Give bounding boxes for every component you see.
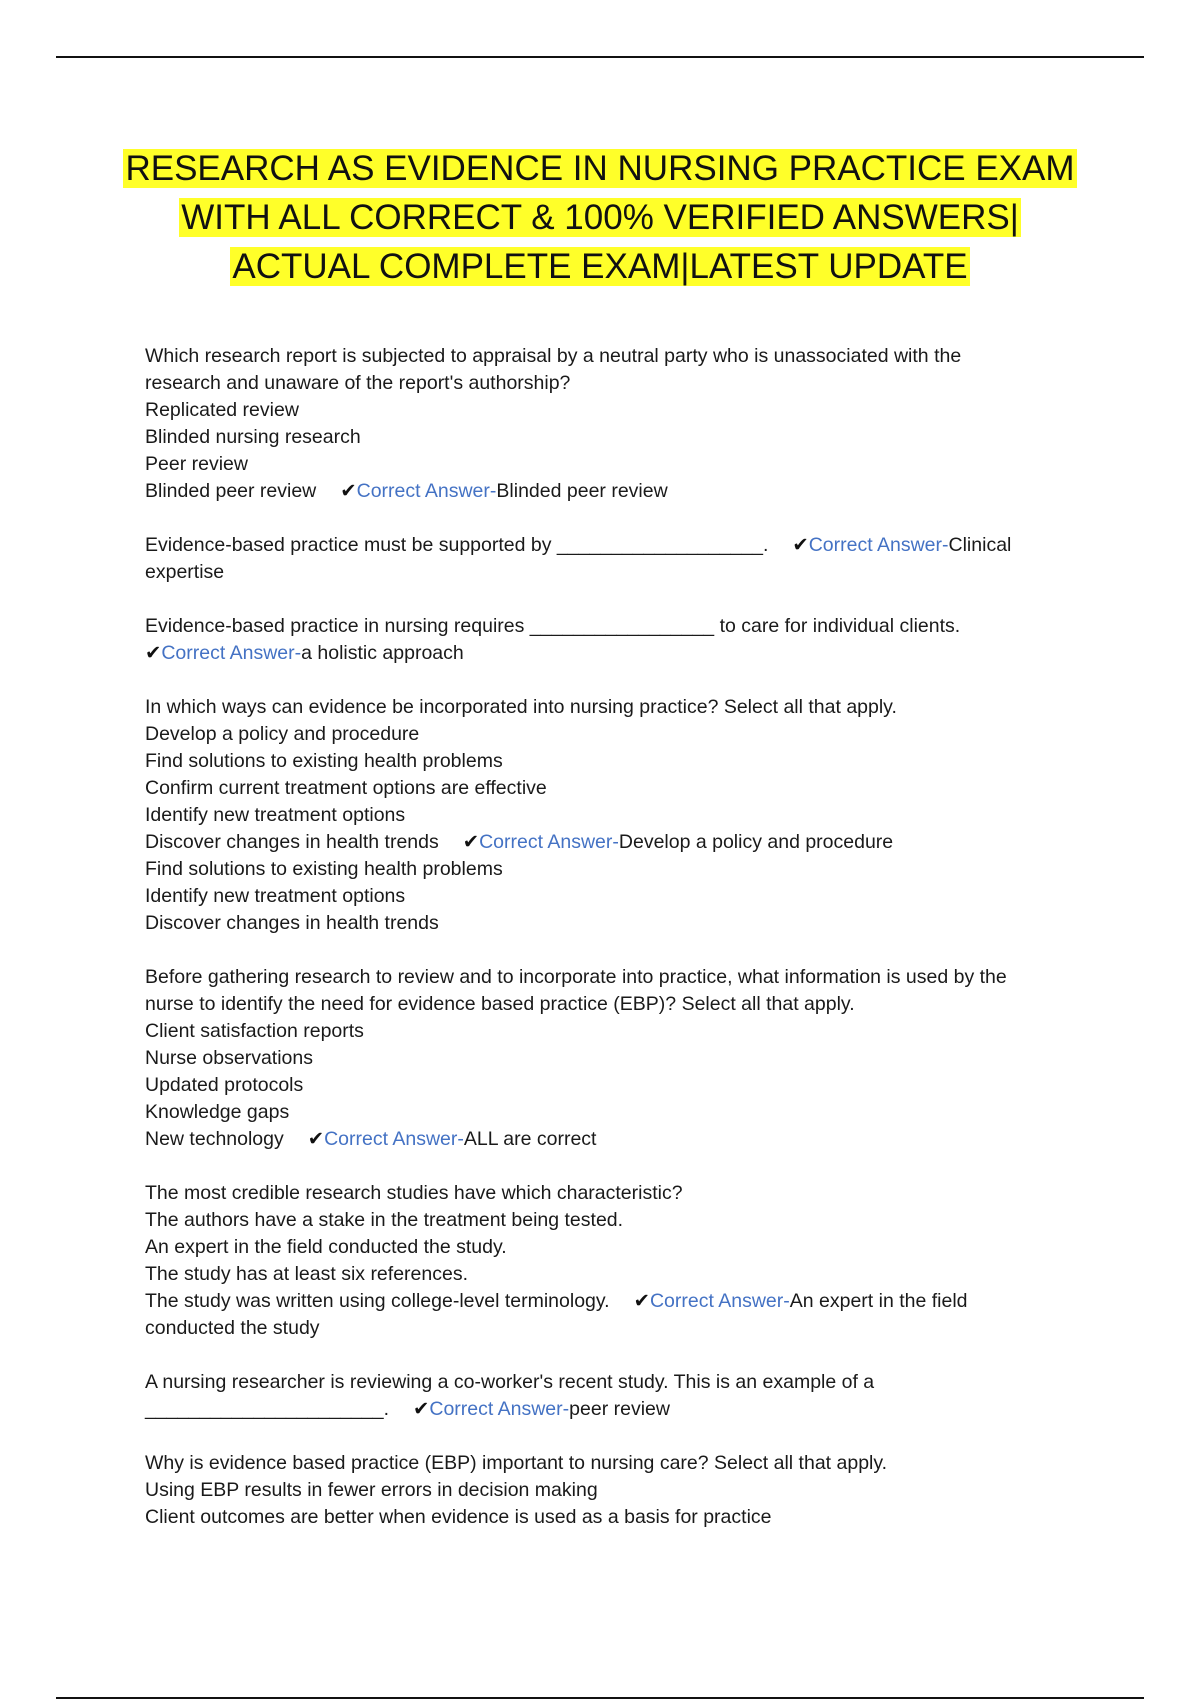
correct-answer-label: Correct Answer- <box>324 1128 464 1150</box>
answer-continuation: expertise <box>145 561 225 583</box>
option-line: Identify new treatment options <box>145 804 406 826</box>
answer-continuation: Find solutions to existing health problems <box>145 858 503 880</box>
qa-list <box>145 343 1075 1558</box>
document-title <box>56 144 1144 291</box>
checkmark-icon: ✔ <box>145 642 162 664</box>
answer-text: Develop a policy and procedure <box>618 831 894 853</box>
option-line: Find solutions to existing health problems <box>145 750 503 772</box>
answer-line <box>145 532 1075 559</box>
qa-item <box>145 532 1075 586</box>
question-line: Evidence-based practice in nursing requires _________________ to care for individual clients. <box>145 615 961 637</box>
answer-continuation: Discover changes in health trends <box>145 912 439 934</box>
option-line: Blinded nursing research <box>145 426 361 448</box>
qa-item <box>145 343 1075 505</box>
qa-item <box>145 694 1075 937</box>
option-line: Updated protocols <box>145 1074 304 1096</box>
option-line: Using EBP results in fewer errors in decision making <box>145 1479 598 1501</box>
qa-item <box>145 1180 1075 1342</box>
question-text: Evidence-based practice must be supported by ___________________. <box>145 534 769 556</box>
question-line: A nursing researcher is reviewing a co-worker's recent study. This is an example of a <box>145 1371 875 1393</box>
option-line: Nurse observations <box>145 1047 313 1069</box>
qa-item <box>145 1450 1075 1531</box>
answer-line <box>145 640 1075 667</box>
qa-item <box>145 1369 1075 1423</box>
checkmark-icon: ✔ <box>792 534 809 556</box>
answer-line <box>145 1288 1075 1315</box>
checkmark-icon: ✔ <box>633 1290 650 1312</box>
option-text: Blinded peer review <box>145 480 317 502</box>
question-line: Before gathering research to review and to incorporate into practice, what information is used by the <box>145 966 1007 988</box>
question-line: nurse to identify the need for evidence based practice (EBP)? Select all that apply. <box>145 993 855 1015</box>
answer-text: Blinded peer review <box>496 480 668 502</box>
option-line: The authors have a stake in the treatment being tested. <box>145 1209 624 1231</box>
option-line: An expert in the field conducted the study. <box>145 1236 507 1258</box>
option-line: Client outcomes are better when evidence is used as a basis for practice <box>145 1506 772 1528</box>
answer-text: peer review <box>569 1398 670 1420</box>
title-line-2: WITH ALL CORRECT & 100% VERIFIED ANSWERS| <box>181 198 1019 237</box>
bottom-rule <box>56 1697 1144 1699</box>
checkmark-icon: ✔ <box>307 1128 325 1150</box>
qa-item <box>145 613 1075 667</box>
answer-text: An expert in the field <box>789 1290 968 1312</box>
option-line: Knowledge gaps <box>145 1101 290 1123</box>
correct-answer-label: Correct Answer- <box>649 1290 790 1312</box>
correct-answer-label: Correct Answer- <box>479 831 619 853</box>
option-text: Discover changes in health trends <box>145 831 439 853</box>
correct-answer-label: Correct Answer- <box>356 480 497 502</box>
answer-line <box>145 478 1075 505</box>
title-line-3: ACTUAL COMPLETE EXAM|LATEST UPDATE <box>232 247 968 286</box>
question-line: research and unaware of the report's authorship? <box>145 372 571 394</box>
checkmark-icon: ✔ <box>340 480 357 502</box>
answer-line <box>145 829 1075 856</box>
option-line: The study has at least six references. <box>145 1263 468 1285</box>
checkmark-icon: ✔ <box>413 1398 430 1420</box>
answer-continuation: Identify new treatment options <box>145 885 406 907</box>
answer-continuation: conducted the study <box>145 1317 320 1339</box>
option-text: The study was written using college-level terminology. <box>145 1290 610 1312</box>
question-line: The most credible research studies have which characteristic? <box>145 1182 683 1204</box>
answer-text: ALL are correct <box>463 1128 597 1150</box>
answer-text: Clinical <box>948 534 1012 556</box>
checkmark-icon: ✔ <box>462 831 480 853</box>
qa-item <box>145 964 1075 1153</box>
question-line: Which research report is subjected to appraisal by a neutral party who is unassociated with the <box>145 345 962 367</box>
correct-answer-label: Correct Answer- <box>161 642 302 664</box>
correct-answer-label: Correct Answer- <box>429 1398 570 1420</box>
option-line: Peer review <box>145 453 248 475</box>
top-rule <box>56 56 1144 58</box>
answer-text: a holistic approach <box>301 642 464 664</box>
option-line: Client satisfaction reports <box>145 1020 364 1042</box>
option-line: Replicated review <box>145 399 299 421</box>
correct-answer-label: Correct Answer- <box>808 534 949 556</box>
answer-line <box>145 1126 1075 1153</box>
option-line: Develop a policy and procedure <box>145 723 420 745</box>
question-line: Why is evidence based practice (EBP) important to nursing care? Select all that apply. <box>145 1452 888 1474</box>
option-text: New technology <box>145 1128 284 1150</box>
title-line-1: RESEARCH AS EVIDENCE IN NURSING PRACTICE EXAM <box>125 149 1075 188</box>
blank-text: ______________________. <box>145 1398 390 1420</box>
option-line: Confirm current treatment options are effective <box>145 777 547 799</box>
answer-line <box>145 1396 1075 1423</box>
question-line: In which ways can evidence be incorporated into nursing practice? Select all that apply. <box>145 696 897 718</box>
